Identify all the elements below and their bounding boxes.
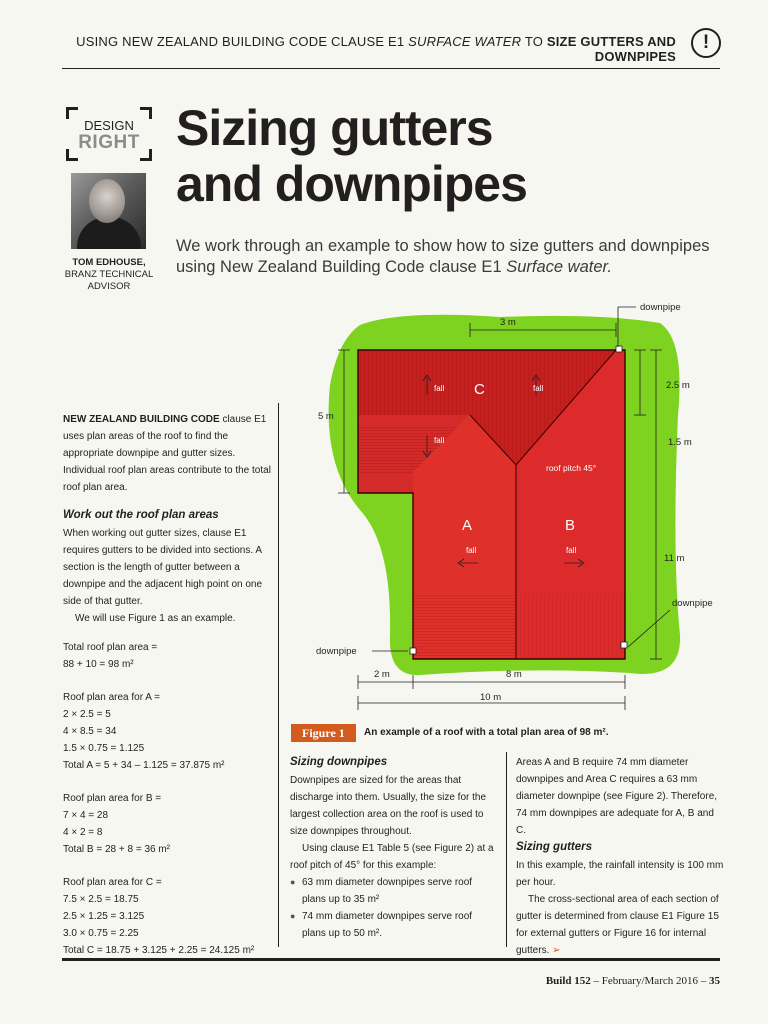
intro-standfirst — [176, 236, 716, 278]
subhead-sizing-gutters: Sizing gutters — [516, 841, 593, 853]
header-divider — [62, 68, 720, 69]
mid-para2: Using clause E1 Table 5 (see Figure 2) at a roof pitch of 45° for this example: — [290, 843, 494, 871]
bullet-item: ● 74 mm diameter downpipes serve roof plans up to 50 m². — [290, 908, 498, 942]
label-dim-2-5m: 2.5 m — [666, 380, 690, 391]
label-dim-8m: 8 m — [506, 669, 522, 680]
subhead-roof-plan-areas: Work out the roof plan areas — [63, 509, 219, 521]
lead-text: clause E1 uses plan areas of the roof to find the appropriate downpipe and gutter sizes. Individual roof plan areas contribute to the total roof plan area. — [63, 414, 271, 493]
left-para1: When working out gutter sizes, clause E1 requires gutters to be divided into sections. A section is the length of gutter between a downpipe and the adjacent high point on one side of that gutter. — [63, 528, 263, 607]
label-downpipe-top: downpipe — [640, 302, 681, 313]
calc-area-b — [63, 790, 273, 858]
author-role-line2: ADVISOR — [87, 281, 131, 292]
badge-line1: DESIGN — [84, 118, 134, 133]
figure-caption: An example of a roof with a total plan area of 98 m². — [364, 727, 609, 738]
calc-line: 88 + 10 = 98 m² — [63, 659, 134, 671]
footer-magazine: Build 152 — [545, 975, 591, 987]
page-footer — [0, 975, 720, 987]
running-head-italic: SURFACE WATER — [408, 34, 522, 49]
label-fall-c1: fall — [434, 384, 445, 393]
calc-total — [63, 639, 273, 673]
downpipe-right-marker — [621, 642, 627, 648]
alert-icon: ! — [691, 28, 721, 58]
label-downpipe-right: downpipe — [672, 598, 713, 609]
downpipe-left-marker — [410, 648, 416, 654]
label-dim-3m: 3 m — [500, 317, 516, 328]
author-name: TOM EDHOUSE, — [72, 257, 146, 268]
column-divider-right — [506, 752, 507, 947]
middle-column — [290, 754, 498, 942]
label-fall-a: fall — [466, 546, 477, 555]
calc-area-c — [63, 874, 273, 959]
label-roof-pitch: roof pitch 45° — [546, 463, 597, 473]
design-right-badge — [66, 107, 152, 161]
label-downpipe-left: downpipe — [316, 646, 357, 657]
title-line2: and downpipes — [176, 156, 527, 212]
author-role-line1: BRANZ TECHNICAL — [64, 269, 154, 280]
subhead-sizing-downpipes: Sizing downpipes — [290, 756, 388, 768]
right-para1: Areas A and B require 74 mm diameter downpipes and Area C requires a 63 mm diameter downpipe (see Figure 2). Therefore, 74 mm downpipes are adequate for A, B and C. — [516, 757, 718, 836]
label-dim-5m: 5 m — [318, 411, 334, 422]
roof-plan-diagram — [300, 295, 740, 720]
calc-line: Total B = 28 + 8 = 36 m² — [63, 844, 171, 856]
label-fall-b: fall — [566, 546, 577, 555]
running-head — [0, 34, 676, 64]
calc-line: Roof plan area for A = — [63, 692, 161, 704]
right-column — [516, 754, 726, 959]
continue-arrow-icon: ➢ — [552, 945, 561, 956]
calc-line: Total roof plan area = — [63, 642, 158, 653]
right-para3-text: The cross-sectional area of each section of gutter is determined from clause E1 Figure 15 for external gutters or Figure 16 for internal gutters. — [516, 894, 719, 956]
left-lead-paragraph — [63, 411, 273, 496]
title-line1: Sizing gutters — [176, 100, 493, 156]
calc-line: Total C = 18.75 + 3.125 + 2.25 = 24.125 m² — [63, 945, 255, 957]
calc-line: Roof plan area for B = — [63, 793, 162, 805]
running-head-plain: USING NEW ZEALAND BUILDING CODE CLAUSE E1 — [76, 34, 409, 49]
author-byline — [62, 257, 156, 293]
label-dim-1-5m: 1.5 m — [668, 437, 692, 448]
footer-issue: – February/March 2016 – — [590, 975, 709, 987]
calc-line: 3.0 × 0.75 = 2.25 — [63, 928, 139, 940]
label-area-a: A — [462, 517, 473, 534]
calc-line: 4 × 8.5 = 34 — [63, 726, 117, 738]
running-head-bold: SIZE GUTTERS AND DOWNPIPES — [546, 34, 676, 64]
calc-area-a — [63, 689, 273, 774]
calc-line: 7.5 × 2.5 = 18.75 — [63, 894, 139, 906]
calc-line: 4 × 2 = 8 — [63, 827, 103, 839]
calc-line: Roof plan area for C = — [63, 877, 162, 889]
author-photo — [71, 173, 146, 249]
column-divider-left — [278, 403, 279, 947]
lead-bold: NEW ZEALAND BUILDING CODE — [63, 414, 220, 425]
downpipe-top-marker — [616, 346, 622, 352]
page-number: 35 — [709, 975, 720, 987]
intro-italic: Surface water. — [506, 258, 612, 276]
label-area-b: B — [565, 517, 576, 534]
bullet-item: ● 63 mm diameter downpipes serve roof plans up to 35 m² — [290, 874, 498, 908]
label-dim-2m: 2 m — [374, 669, 390, 680]
label-area-c: C — [474, 381, 485, 398]
calc-line: 2 × 2.5 = 5 — [63, 709, 111, 721]
label-dim-10m: 10 m — [480, 692, 502, 703]
calc-line: 1.5 × 0.75 = 1.125 — [63, 743, 145, 755]
left-para2: We will use Figure 1 as an example. — [75, 613, 236, 624]
figure-label: Figure 1 — [291, 724, 356, 742]
running-head-mid: TO — [521, 34, 547, 49]
mid-para1: Downpipes are sized for the areas that discharge into them. Usually, the size for the largest collection area on the roof is used to size downpipes throughout. — [290, 775, 487, 837]
left-column — [63, 411, 273, 959]
calc-line: 2.5 × 1.25 = 3.125 — [63, 911, 145, 923]
calc-line: Total A = 5 + 34 – 1.125 = 37.875 m² — [63, 760, 225, 772]
page-title — [176, 100, 716, 212]
right-para3 — [516, 891, 726, 959]
intro-text: We work through an example to show how to size gutters and downpipes using New Zealand Building Code clause E1 — [176, 237, 710, 276]
footer-divider — [62, 958, 720, 961]
label-dim-11m: 11 m — [664, 553, 685, 564]
right-para2: In this example, the rainfall intensity is 100 mm per hour. — [516, 860, 724, 888]
label-fall-c3: fall — [434, 436, 445, 445]
badge-line2: RIGHT — [78, 132, 140, 153]
label-fall-c2: fall — [533, 384, 544, 393]
calc-line: 7 × 4 = 28 — [63, 810, 109, 822]
